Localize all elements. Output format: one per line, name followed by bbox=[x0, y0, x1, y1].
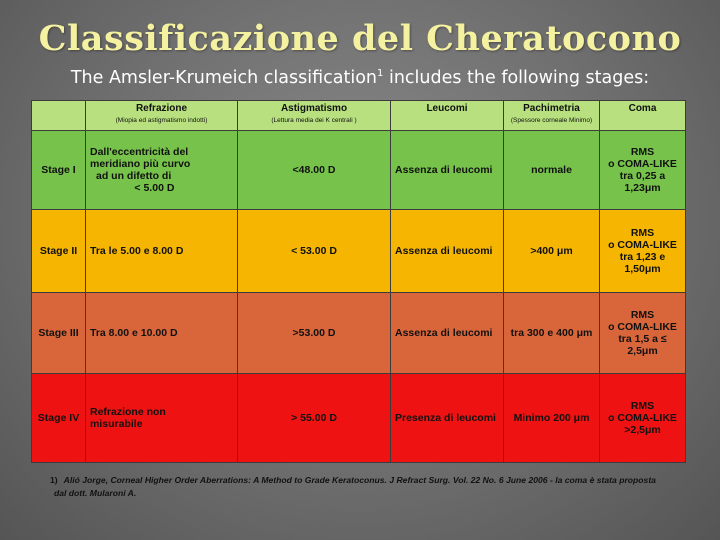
pachimetria-cell: >400 μm bbox=[504, 210, 600, 293]
refrazione-cell: Tra le 5.00 e 8.00 D bbox=[86, 210, 238, 293]
header-pachimetria-sub: (Spessore corneale Minimo) bbox=[510, 117, 593, 124]
subtitle-text: The Amsler-Krumeich classification bbox=[70, 68, 378, 88]
page-subtitle bbox=[0, 68, 720, 88]
leucomi-cell: Assenza di leucomi bbox=[391, 210, 504, 293]
table-row bbox=[32, 131, 686, 210]
classification-table bbox=[31, 100, 686, 463]
table-row bbox=[32, 210, 686, 293]
page-title: Classificazione del Cheratocono bbox=[38, 18, 682, 59]
header-stage bbox=[32, 101, 86, 131]
footnote-marker: 1 bbox=[377, 68, 384, 80]
coma-cell: RMS o COMA-LIKE tra 1,5 a ≤ 2,5μm bbox=[600, 293, 686, 374]
stage-label: Stage III bbox=[32, 293, 86, 374]
coma-cell: RMS o COMA-LIKE tra 1,23 e 1,50μm bbox=[600, 210, 686, 293]
pachimetria-cell: normale bbox=[504, 131, 600, 210]
leucomi-cell: Presenza di leucomi bbox=[391, 374, 504, 463]
stage-label: Stage IV bbox=[32, 374, 86, 463]
header-astigmatismo: Astigmatismo (Lettura media dei K centrali ) bbox=[238, 101, 391, 131]
astigmatismo-cell: <48.00 D bbox=[238, 131, 391, 210]
stage-label: Stage I bbox=[32, 131, 86, 210]
refrazione-cell: Dall'eccentricità del meridiano più curvo ad un difetto di < 5.00 D bbox=[86, 131, 238, 210]
subtitle-rest: includes the following stages: bbox=[383, 68, 650, 88]
footnote-line-2: dal dott. Mularoni A. bbox=[54, 488, 137, 498]
table-header-row bbox=[32, 101, 686, 131]
table-row bbox=[32, 293, 686, 374]
header-leucomi: Leucomi bbox=[391, 101, 504, 131]
header-astigmatismo-sub: (Lettura media dei K centrali ) bbox=[271, 117, 357, 124]
footnote-number: 1) bbox=[50, 475, 58, 485]
coma-cell: RMS o COMA-LIKE tra 0,25 a 1,23μm bbox=[600, 131, 686, 210]
pachimetria-cell: Minimo 200 μm bbox=[504, 374, 600, 463]
header-refrazione: Refrazione (Miopia ed astigmatismo indotti) bbox=[86, 101, 238, 131]
coma-cell: RMS o COMA-LIKE >2,5μm bbox=[600, 374, 686, 463]
astigmatismo-cell: > 55.00 D bbox=[238, 374, 391, 463]
header-refrazione-sub: (Miopia ed astigmatismo indotti) bbox=[115, 117, 208, 124]
astigmatismo-cell: >53.00 D bbox=[238, 293, 391, 374]
leucomi-cell: Assenza di leucomi bbox=[391, 131, 504, 210]
astigmatismo-cell: < 53.00 D bbox=[238, 210, 391, 293]
header-coma: Coma bbox=[600, 101, 686, 131]
refrazione-cell: Refrazione non misurabile bbox=[86, 374, 238, 463]
table-row bbox=[32, 374, 686, 463]
stage-label: Stage II bbox=[32, 210, 86, 293]
pachimetria-cell: tra 300 e 400 μm bbox=[504, 293, 600, 374]
footnote bbox=[50, 474, 690, 500]
footnote-line-1: Alió Jorge, Corneal Higher Order Aberrations: A Method to Grade Keratoconus. J Refract Surg. Vol. 22 No. 6 June 2006 - la coma è stata proposta bbox=[63, 475, 656, 485]
leucomi-cell: Assenza di leucomi bbox=[391, 293, 504, 374]
header-pachimetria: Pachimetria (Spessore corneale Minimo) bbox=[504, 101, 600, 131]
refrazione-cell: Tra 8.00 e 10.00 D bbox=[86, 293, 238, 374]
